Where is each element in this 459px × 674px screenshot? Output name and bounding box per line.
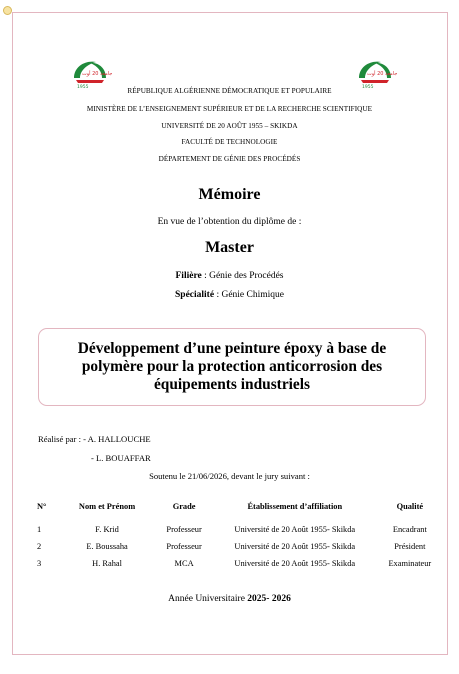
jury-header-affiliation: Établissement d’affiliation bbox=[247, 501, 343, 511]
header-department: DÉPARTEMENT DE GÉNIE DES PROCÉDÉS bbox=[158, 155, 301, 163]
jury-affiliation: Université de 20 Août 1955- Skikda bbox=[234, 542, 356, 551]
header-university: UNIVERSITÉ DE 20 AOÛT 1955 – SKIKDA bbox=[161, 122, 298, 130]
jury-affiliation: Université de 20 Août 1955- Skikda bbox=[234, 559, 356, 568]
specialite-label: Spécialité bbox=[175, 290, 215, 300]
academic-year bbox=[0, 594, 459, 604]
jury-affiliation: Université de 20 Août 1955- Skikda bbox=[234, 525, 356, 534]
logo-arabic-text: جامعة 20 أوت bbox=[82, 71, 112, 77]
table-row bbox=[30, 555, 450, 572]
header-republic: RÉPUBLIQUE ALGÉRIENNE DÉMOCRATIQUE ET POPULAIRE bbox=[127, 87, 332, 95]
logo-arabic-text: جامعة 20 أوت bbox=[367, 71, 397, 77]
filiere-value: : Génie des Procédés bbox=[201, 271, 284, 281]
corner-marker bbox=[3, 6, 12, 15]
academic-year-value: 2025- 2026 bbox=[247, 594, 291, 604]
thesis-title: Développement d’une peinture époxy à base de polymère pour la protection anticorrosion des équipements industriels bbox=[77, 340, 387, 393]
specialite-line bbox=[0, 290, 459, 300]
author-2: - L. BOUAFFAR bbox=[91, 453, 151, 463]
obtention-line: En vue de l’obtention du diplôme de : bbox=[157, 217, 302, 227]
jury-table bbox=[30, 497, 450, 572]
jury-grade: MCA bbox=[174, 559, 194, 568]
jury-header-name: Nom et Prénom bbox=[78, 501, 136, 511]
jury-header-row bbox=[30, 497, 450, 515]
jury-name: H. Rahal bbox=[92, 559, 122, 568]
jury-no: 1 bbox=[37, 525, 42, 534]
jury-grade: Professeur bbox=[166, 525, 202, 534]
defense-line: Soutenu le 21/06/2026, devant le jury suivant : bbox=[149, 471, 310, 481]
authors-label-line bbox=[38, 434, 151, 444]
degree-title: Master bbox=[205, 239, 254, 256]
jury-no: 3 bbox=[37, 559, 42, 568]
logo-year: 1955 bbox=[362, 85, 374, 90]
filiere-line bbox=[0, 271, 459, 281]
jury-grade: Professeur bbox=[166, 542, 202, 551]
document-type-title: Mémoire bbox=[198, 186, 261, 203]
jury-role: Encadrant bbox=[392, 525, 427, 534]
jury-role: Président bbox=[394, 542, 426, 551]
header-faculty: FACULTÉ DE TECHNOLOGIE bbox=[181, 138, 278, 146]
table-row bbox=[30, 515, 450, 538]
header-ministry: MINISTÈRE DE L’ENSEIGNEMENT SUPÉRIEUR ET DE LA RECHERCHE SCIENTIFIQUE bbox=[86, 105, 373, 113]
specialite-value: : Génie Chimique bbox=[214, 290, 284, 300]
thesis-title-box bbox=[38, 328, 426, 406]
academic-year-label: Année Universitaire bbox=[168, 594, 248, 604]
jury-name: F. Krid bbox=[95, 525, 119, 534]
jury-header-no: N° bbox=[37, 501, 47, 511]
jury-no: 2 bbox=[37, 542, 42, 551]
logo-year: 1955 bbox=[77, 85, 89, 90]
university-logo-left bbox=[68, 58, 112, 90]
authors-label: Réalisé par : bbox=[38, 434, 81, 444]
jury-header-role: Qualité bbox=[396, 501, 424, 511]
filiere-label: Filière bbox=[175, 271, 202, 281]
university-logo-right bbox=[353, 58, 397, 90]
jury-role: Examinateur bbox=[388, 559, 432, 568]
jury-header-grade: Grade bbox=[172, 501, 196, 511]
table-row bbox=[30, 538, 450, 555]
author-1: - A. HALLOUCHE bbox=[83, 434, 151, 444]
jury-name: E. Boussaha bbox=[86, 542, 128, 551]
